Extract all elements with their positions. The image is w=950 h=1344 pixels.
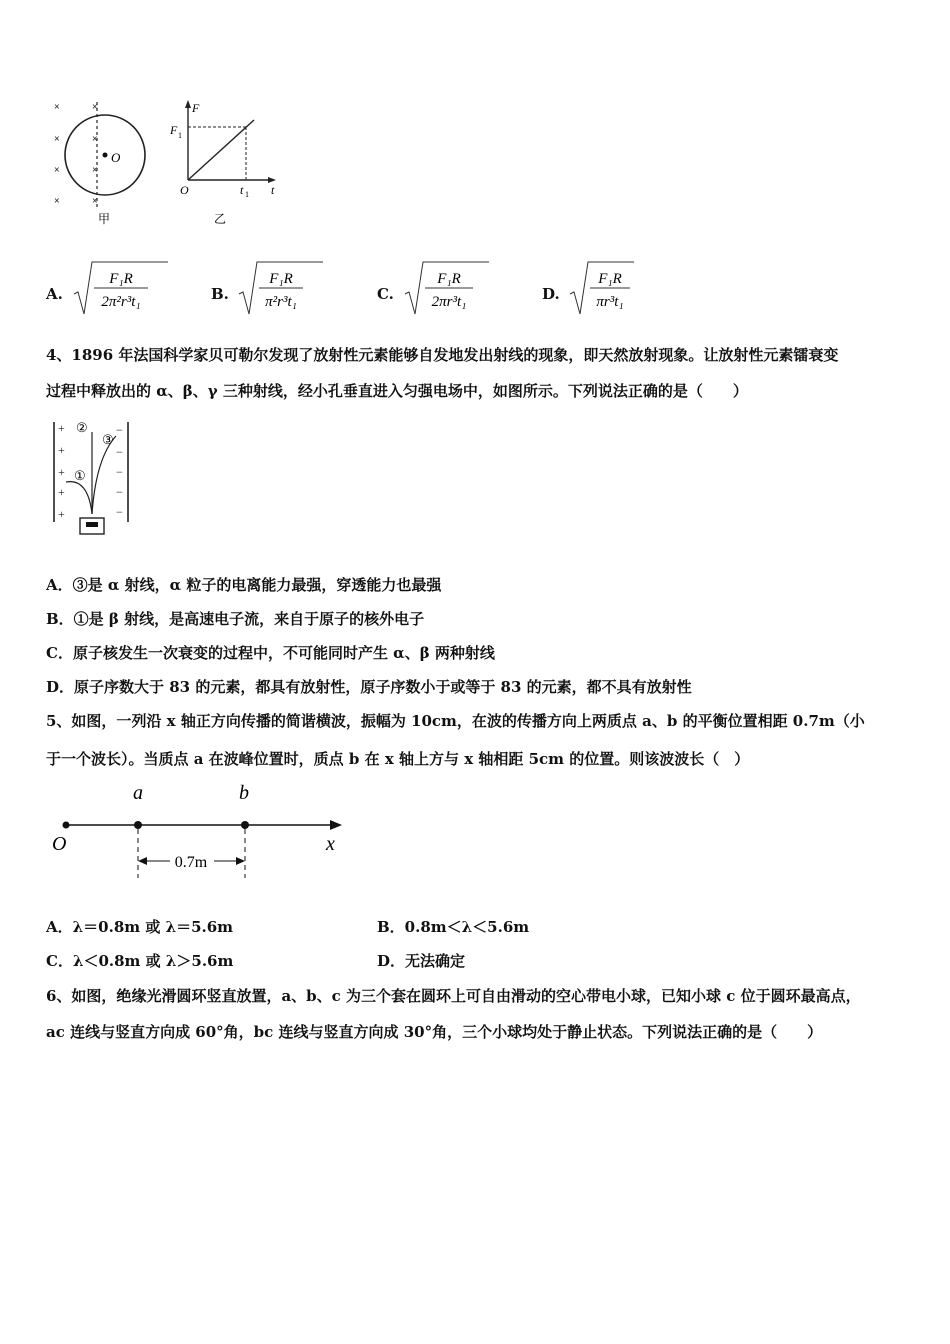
svg-text:πr³t₁: πr³t₁ bbox=[596, 294, 624, 310]
svg-text:+: + bbox=[58, 507, 65, 521]
ray-1-label: ① bbox=[74, 468, 86, 483]
q3-option-a-formula bbox=[72, 258, 172, 318]
svg-text:F₁R: F₁R bbox=[109, 271, 133, 287]
origin-label: O bbox=[180, 183, 189, 197]
q4-option-b[interactable]: B．①是 β 射线，是高速电子流，来自于原子的核外电子 bbox=[46, 610, 425, 628]
q5-option-b[interactable]: B．0.8m＜λ＜5.6m bbox=[377, 918, 530, 936]
point-b-label: b bbox=[239, 782, 249, 804]
svg-text:F₁R: F₁R bbox=[269, 271, 293, 287]
q3-option-b-label: B. bbox=[211, 285, 229, 303]
svg-text:F₁R: F₁R bbox=[437, 271, 461, 287]
q3-option-c-formula bbox=[403, 258, 493, 318]
q5-figure-axis bbox=[48, 780, 348, 880]
q3-figure-circle bbox=[48, 98, 158, 228]
q3-option-d-formula bbox=[568, 258, 648, 318]
svg-text:π²r³t₁: π²r³t₁ bbox=[265, 294, 297, 310]
svg-text:+: + bbox=[58, 421, 65, 435]
q5-stem-line1: 5、如图，一列沿 x 轴正方向传播的简谐横波，振幅为 10cm，在波的传播方向上两质点 a、b 的平衡位置相距 0.7m（小 bbox=[46, 712, 865, 730]
q4-figure-field bbox=[48, 418, 138, 540]
q3-figure-graph bbox=[168, 98, 283, 228]
svg-text:×: × bbox=[92, 102, 98, 113]
svg-text:+: + bbox=[58, 465, 65, 479]
distance-label: 0.7m bbox=[174, 854, 208, 871]
svg-text:−: − bbox=[116, 465, 123, 479]
q3-option-b-formula bbox=[237, 258, 327, 318]
q5-stem-line2: 于一个波长）。当质点 a 在波峰位置时，质点 b 在 x 轴上方与 x 轴相距 5cm 的位置。则该波波长（ ） bbox=[46, 750, 750, 768]
origin-label: O bbox=[52, 833, 67, 855]
svg-text:2π²r³t₁: 2π²r³t₁ bbox=[101, 294, 141, 310]
q4-option-c[interactable]: C．原子核发生一次衰变的过程中，不可能同时产生 α、β 两种射线 bbox=[46, 644, 495, 662]
q6-stem-line1: 6、如图，绝缘光滑圆环竖直放置，a、b、c 为三个套在圆环上可自由滑动的空心带电小球，已知小球 c 位于圆环最高点， bbox=[46, 987, 861, 1005]
q3-option-d-label: D. bbox=[542, 285, 560, 303]
t1-sub: 1 bbox=[245, 190, 249, 199]
ray-3-label: ③ bbox=[102, 432, 114, 447]
circle-caption: 甲 bbox=[98, 212, 111, 226]
q5-option-c[interactable]: C．λ＜0.8m 或 λ＞5.6m bbox=[46, 952, 234, 970]
q4-option-a[interactable]: A．③是 α 射线，α 粒子的电离能力最强，穿透能力也最强 bbox=[46, 576, 442, 594]
svg-text:×: × bbox=[92, 196, 98, 207]
svg-text:−: − bbox=[116, 445, 123, 459]
graph-caption: 乙 bbox=[214, 212, 227, 226]
svg-text:×: × bbox=[92, 134, 98, 145]
svg-text:×: × bbox=[54, 134, 60, 145]
svg-text:+: + bbox=[58, 485, 65, 499]
svg-text:2πr³t₁: 2πr³t₁ bbox=[431, 294, 467, 310]
f-axis-label: F bbox=[192, 101, 200, 115]
center-label: O bbox=[111, 150, 121, 165]
t-axis-label: t bbox=[271, 183, 275, 197]
svg-text:×: × bbox=[54, 196, 60, 207]
svg-text:F₁R: F₁R bbox=[598, 271, 622, 287]
q3-option-c-label: C. bbox=[377, 285, 394, 303]
q5-option-d[interactable]: D．无法确定 bbox=[377, 952, 466, 970]
svg-text:−: − bbox=[116, 423, 123, 437]
x-axis-label: x bbox=[326, 833, 335, 855]
ray-2-label: ② bbox=[76, 420, 88, 435]
q3-option-b[interactable] bbox=[211, 258, 321, 318]
svg-text:−: − bbox=[116, 485, 123, 499]
q6-stem-line2: ac 连线与竖直方向成 60°角，bc 连线与竖直方向成 30°角，三个小球均处于静止状态。下列说法正确的是（ ） bbox=[46, 1023, 823, 1041]
svg-text:−: − bbox=[116, 505, 123, 519]
t1-label: t bbox=[240, 183, 244, 197]
svg-text:×: × bbox=[54, 102, 60, 113]
q4-stem-line2: 过程中释放出的 α、β、γ 三种射线，经小孔垂直进入匀强电场中，如图所示。下列说法正确的是（ ） bbox=[46, 382, 748, 400]
svg-text:×: × bbox=[92, 165, 98, 176]
q3-option-a[interactable] bbox=[46, 258, 166, 318]
q3-option-d[interactable] bbox=[542, 258, 642, 318]
f1-label: F bbox=[170, 123, 178, 137]
svg-text:×: × bbox=[54, 165, 60, 176]
q5-option-a[interactable]: A．λ＝0.8m 或 λ＝5.6m bbox=[46, 918, 234, 936]
f1-sub: 1 bbox=[178, 131, 182, 140]
q4-stem-line1: 4、1896 年法国科学家贝可勒尔发现了放射性元素能够自发地发出射线的现象，即天然放射现象。让放射性元素镭衰变 bbox=[46, 346, 839, 364]
svg-text:+: + bbox=[58, 443, 65, 457]
q4-option-d[interactable]: D．原子序数大于 83 的元素，都具有放射性，原子序数小于或等于 83 的元素，都不具有放射性 bbox=[46, 678, 692, 696]
point-a-label: a bbox=[133, 782, 143, 804]
q3-option-c[interactable] bbox=[377, 258, 487, 318]
q3-option-a-label: A. bbox=[46, 285, 63, 303]
